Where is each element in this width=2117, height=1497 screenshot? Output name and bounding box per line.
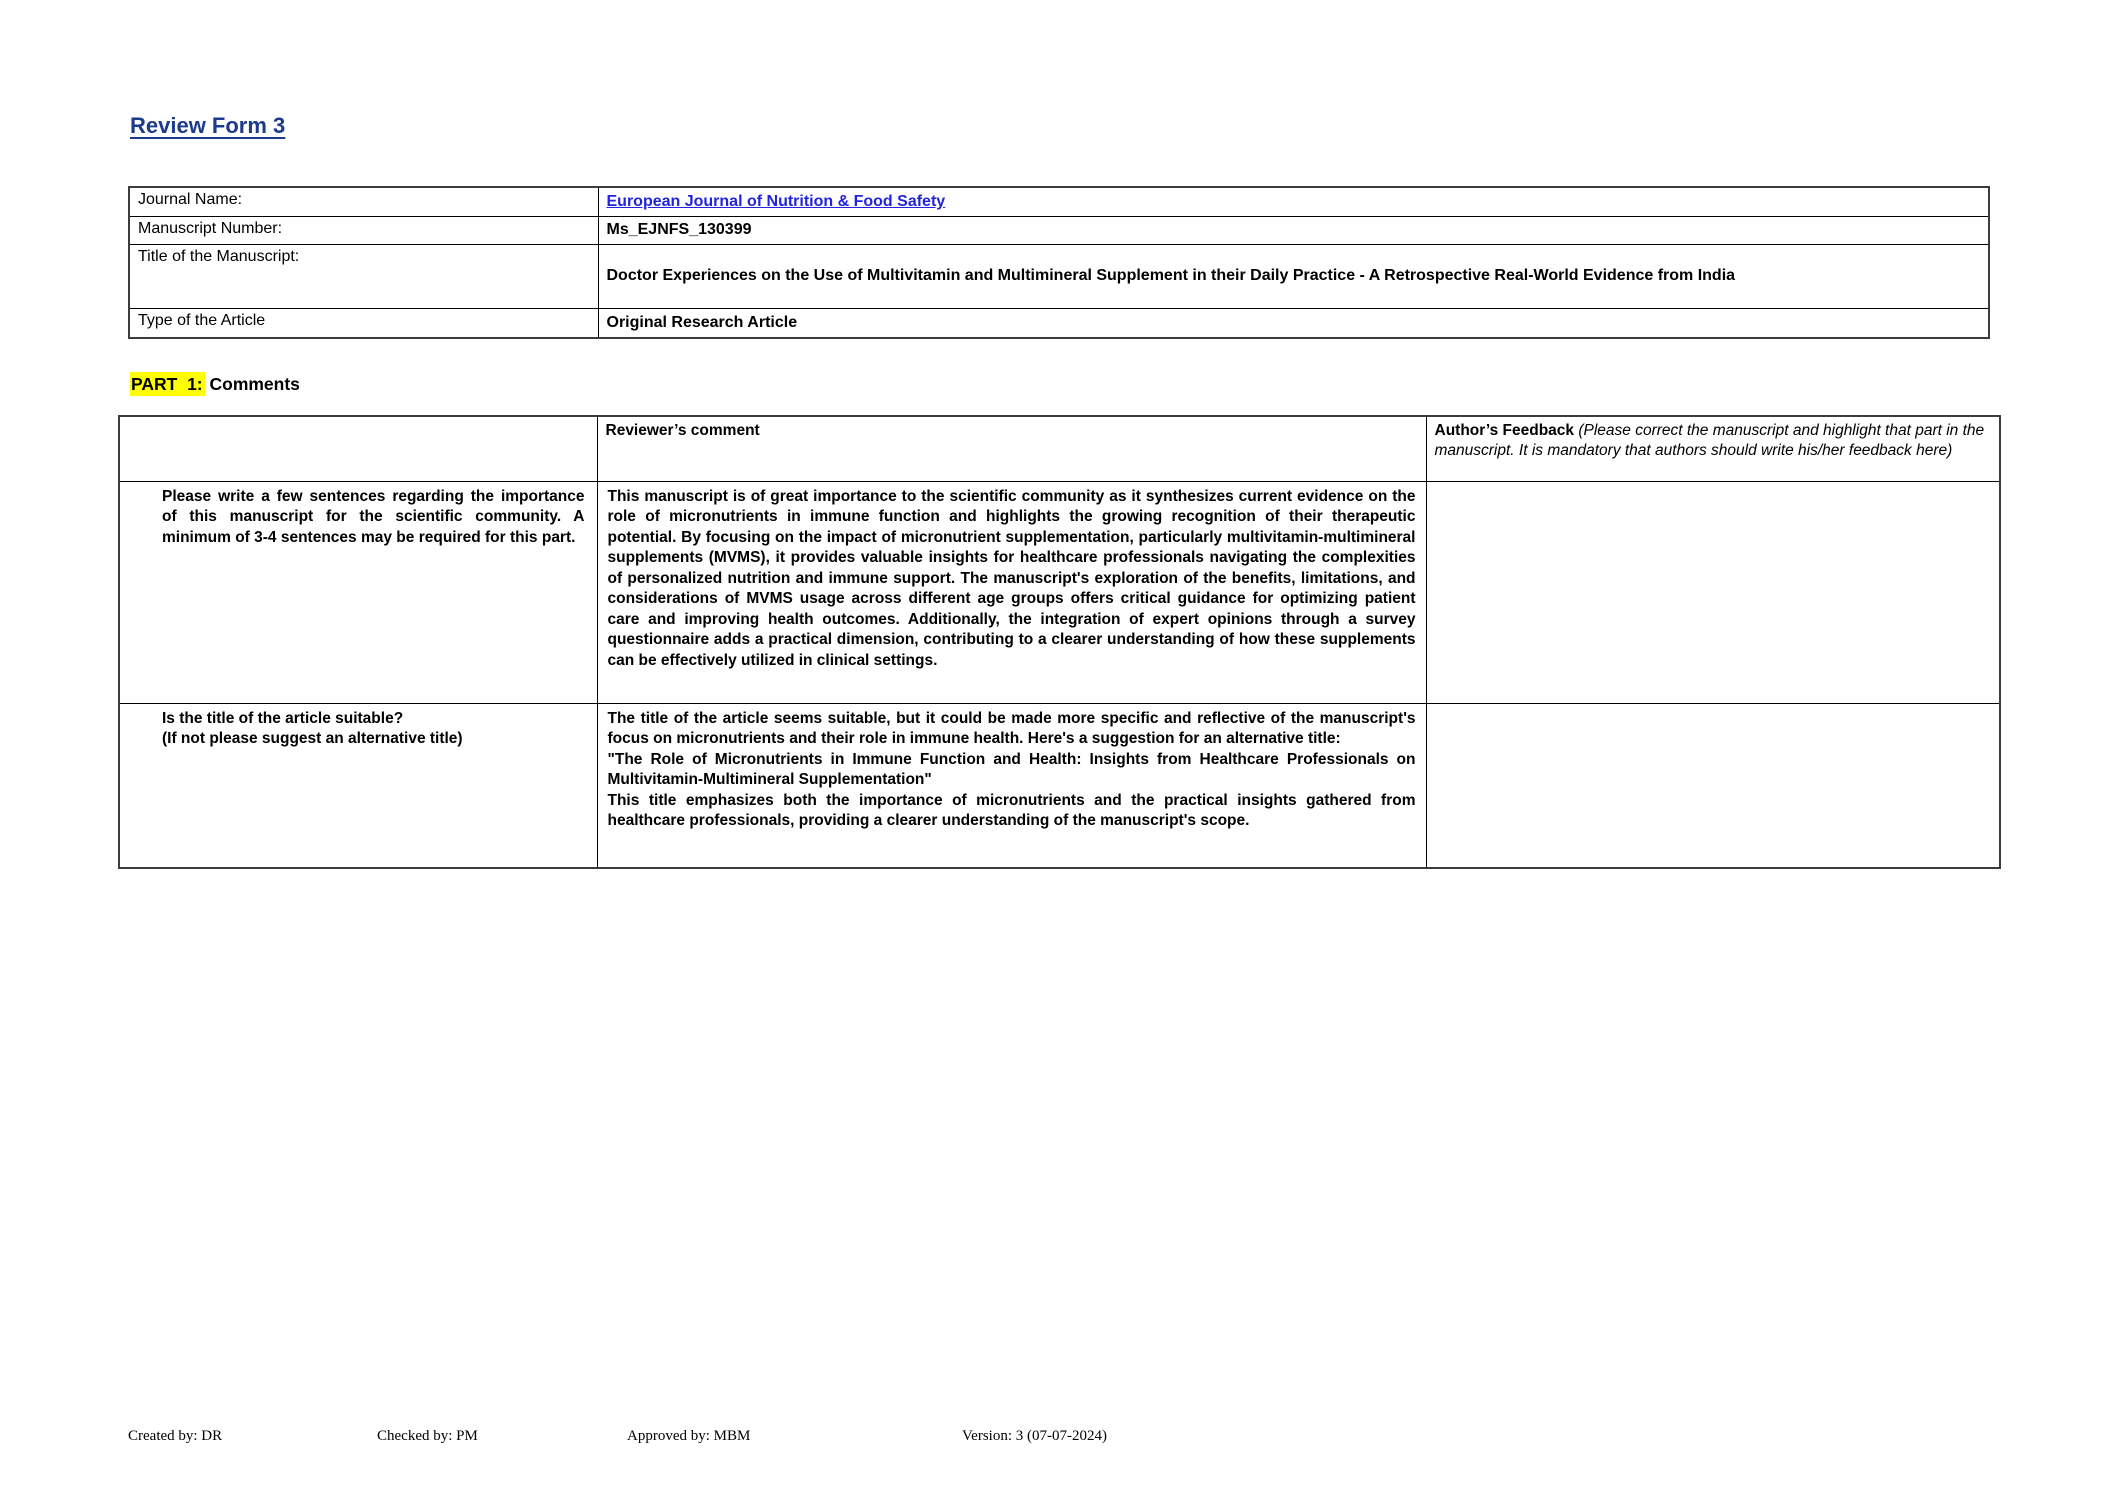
comments-header-row [119,416,2000,481]
manuscript-title-label: Title of the Manuscript: [129,244,598,308]
header-author-feedback-cell [1426,416,2000,481]
question-title-suitable-line1: Is the title of the article suitable? [162,709,404,727]
table-row [129,187,1989,216]
comments-row-importance [119,481,2000,703]
footer-checked-by: Checked by: PM [377,1428,478,1444]
table-row [129,308,1989,338]
comments-table [118,415,2001,869]
reviewer-comment-cell [597,703,1426,868]
journal-name-label: Journal Name: [129,187,598,216]
question-title-suitable-line2: (If not please suggest an alternative title) [162,730,463,747]
reviewer-comment-title-p1: The title of the article seems suitable, but it could be made more specific and reflective of the manuscript's focus on micronutrients and their role in immune health. Here's a suggestion for an alternative title: [607,709,1416,747]
part1-heading [130,374,300,395]
reviewer-comment-header: Reviewer’s comment [605,422,760,439]
question-cell [119,703,597,868]
reviewer-comment-title-p3: This title emphasizes both the importance of micronutrients and the practical insights gathered from healthcare professionals, providing a clearer understanding of the manuscript's scope. [607,791,1416,829]
part1-badge: PART 1: [131,374,203,394]
question-importance: Please write a few sentences regarding the importance of this manuscript for the scientific community. A minimum of 3-4 sentences may be required for this part. [162,487,585,546]
table-row [129,244,1989,308]
author-feedback-note: (Please correct the manuscript and highlight that part in the manuscript. It is mandatory that authors should write his/her feedback here) [1434,422,1985,459]
manuscript-number-label: Manuscript Number: [129,216,598,244]
comments-row-title-suitability [119,703,2000,868]
reviewer-comment-cell [597,481,1426,703]
manuscript-number-value: Ms_EJNFS_130399 [598,216,1989,244]
header-reviewer-cell [597,416,1426,481]
footer-approved-by: Approved by: MBM [627,1428,751,1444]
footer-created-by: Created by: DR [128,1428,223,1444]
manuscript-info-table [128,186,1990,339]
part1-heading-label: Comments [204,374,300,394]
journal-name-link[interactable]: European Journal of Nutrition & Food Safety [606,192,946,210]
manuscript-title-value: Doctor Experiences on the Use of Multivitamin and Multimineral Supplement in their Daily Practice - A Retrospective Real-World Evidence from India [598,244,1989,308]
header-question-cell [119,416,597,481]
table-row [129,216,1989,244]
footer-version: Version: 3 (07-07-2024) [962,1428,1107,1444]
page-title: Review Form 3 [130,113,286,138]
article-type-value: Original Research Article [598,308,1989,338]
article-type-label: Type of the Article [129,308,598,338]
question-cell [119,481,597,703]
author-feedback-header: Author’s Feedback [1434,422,1575,439]
reviewer-comment-importance: This manuscript is of great importance to the scientific community as it synthesizes current evidence on the role of micronutrients in immune function and highlights the growing recognition of their therapeutic potential. By focusing on the impact of micronutrient supplementation, particularly multivitamin-multimineral supplements (MVMS), it provides valuable insights for healthcare professionals navigating the complexities of personalized nutrition and immune support. The manuscript's exploration of the benefits, limitations, and considerations of MVMS usage across different age groups offers critical guidance for optimizing patient care and improving health outcomes. Additionally, the integration of expert opinions through a survey questionnaire adds a practical dimension, contributing to a clearer understanding of how these supplements can be effectively utilized in clinical settings. [607,487,1416,669]
reviewer-comment-title-p2: "The Role of Micronutrients in Immune Function and Health: Insights from Healthcare Professionals on Multivitamin-Multimineral Supplementation" [607,750,1416,788]
author-feedback-cell [1426,703,2000,868]
author-feedback-cell [1426,481,2000,703]
